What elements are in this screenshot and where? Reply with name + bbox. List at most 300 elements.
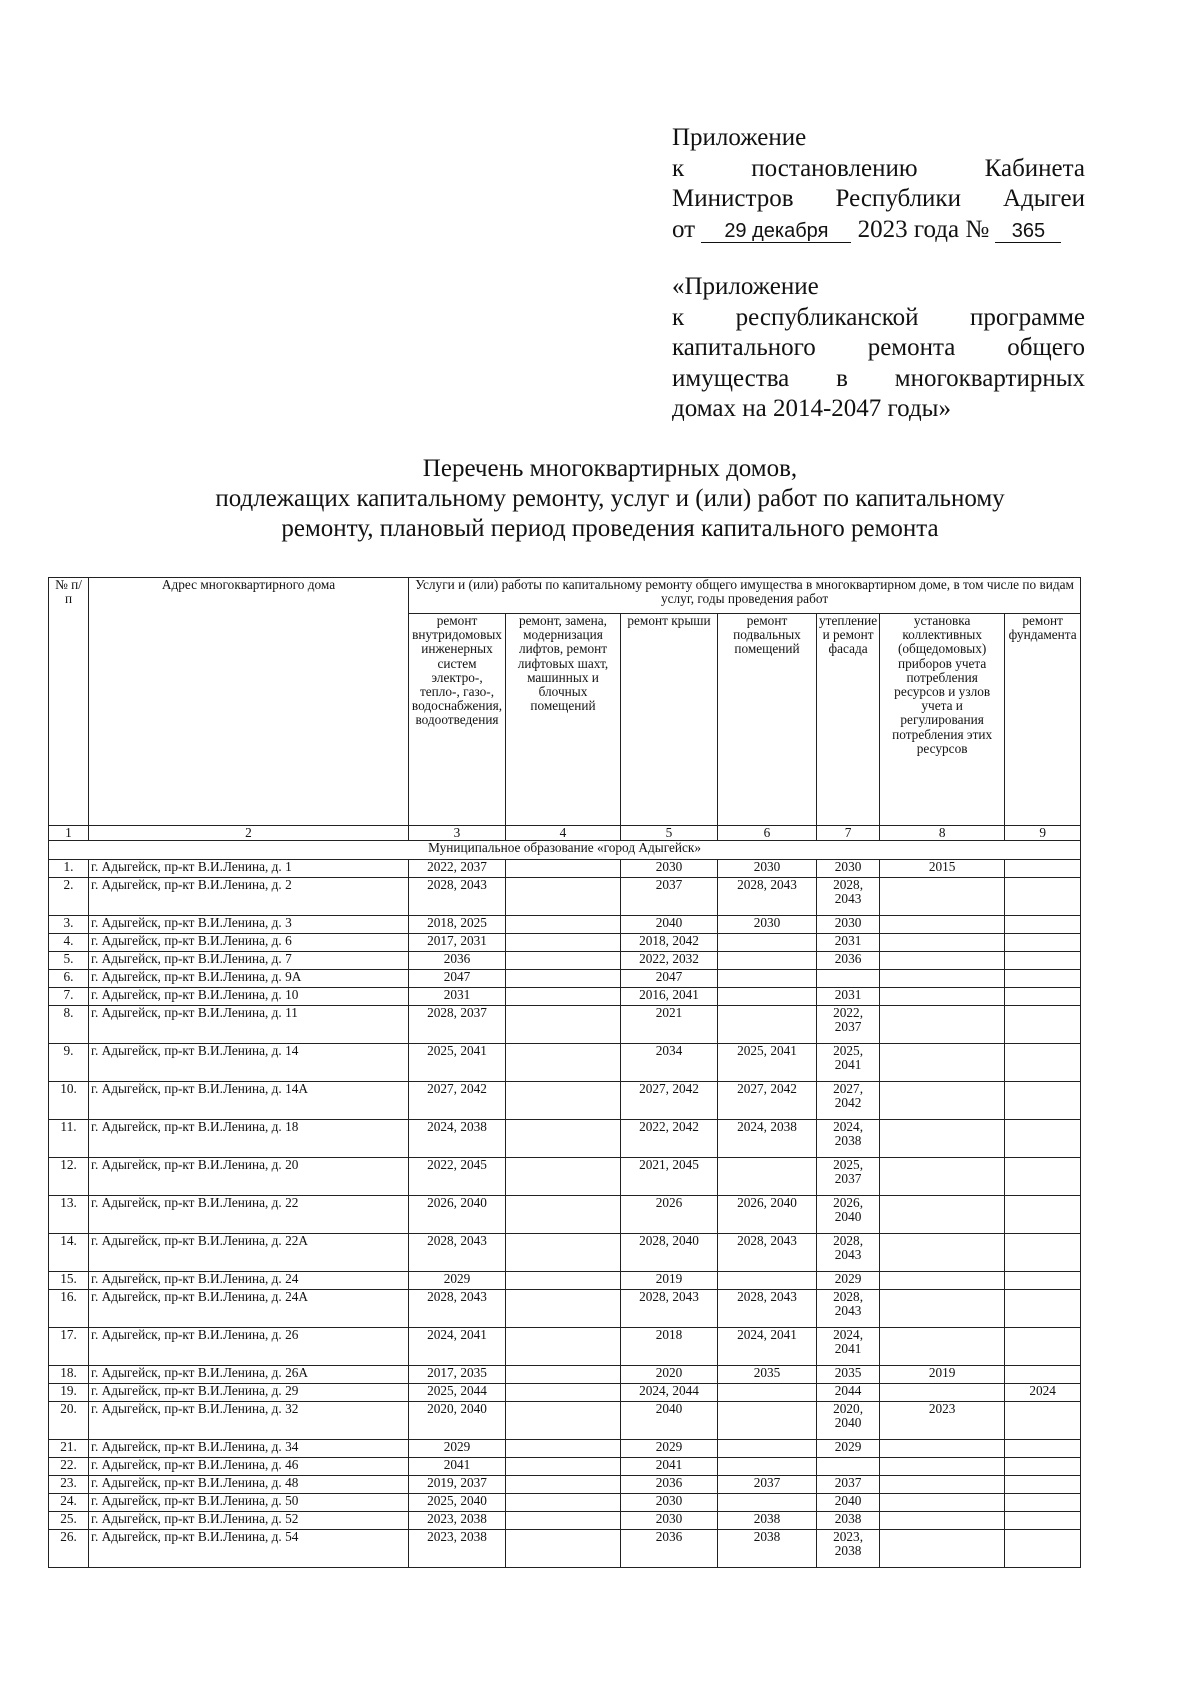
title-line-2: подлежащих капитальному ремонту, услуг и (или) работ по капитальному xyxy=(215,485,1005,512)
year-cell xyxy=(506,916,621,934)
year-cell: 2027, 2042 xyxy=(718,1082,817,1120)
year-cell xyxy=(506,1328,621,1366)
table-row xyxy=(49,1328,1081,1366)
table-row xyxy=(49,1044,1081,1082)
header-engineering-systems: ремонт внутридомовых инженерных систем электро-, тепло-, газо-, водоснабжения, водоотведения xyxy=(409,614,506,826)
year-cell xyxy=(506,970,621,988)
row-number: 24. xyxy=(49,1494,89,1512)
year-cell: 2038 xyxy=(718,1512,817,1530)
year-cell xyxy=(506,1512,621,1530)
table-row xyxy=(49,1272,1081,1290)
year-cell xyxy=(1005,1476,1081,1494)
row-address: г. Адыгейск, пр-кт В.И.Ленина, д. 24А xyxy=(89,1290,409,1328)
year-cell: 2024, 2044 xyxy=(621,1384,718,1402)
table-row xyxy=(49,1512,1081,1530)
year-cell: 2028, 2043 xyxy=(817,1234,880,1272)
year-cell: 2018, 2025 xyxy=(409,916,506,934)
year-cell xyxy=(1005,1290,1081,1328)
year-cell xyxy=(880,878,1005,916)
year-cell xyxy=(880,988,1005,1006)
program-line-5: домах на 2014-2047 годы» xyxy=(672,395,951,422)
table-row xyxy=(49,1234,1081,1272)
column-number: 3 xyxy=(409,826,506,841)
program-line-4 xyxy=(672,364,1085,395)
row-number: 26. xyxy=(49,1530,89,1568)
word: Республики xyxy=(835,185,961,212)
row-address: г. Адыгейск, пр-кт В.И.Ленина, д. 32 xyxy=(89,1402,409,1440)
year-cell xyxy=(1005,878,1081,916)
row-number: 8. xyxy=(49,1006,89,1044)
table-row xyxy=(49,1440,1081,1458)
table-row xyxy=(49,878,1081,916)
year-cell: 2028, 2040 xyxy=(621,1234,718,1272)
table-row xyxy=(49,934,1081,952)
year-cell xyxy=(506,988,621,1006)
year-cell: 2023, 2038 xyxy=(409,1530,506,1568)
row-number: 20. xyxy=(49,1402,89,1440)
year-cell xyxy=(880,1234,1005,1272)
year-cell: 2035 xyxy=(718,1366,817,1384)
row-number: 6. xyxy=(49,970,89,988)
year-cell: 2019 xyxy=(880,1366,1005,1384)
year-cell xyxy=(1005,1530,1081,1568)
table-row xyxy=(49,1458,1081,1476)
row-address: г. Адыгейск, пр-кт В.И.Ленина, д. 22 xyxy=(89,1196,409,1234)
year-cell: 2030 xyxy=(621,1512,718,1530)
year-cell: 2028, 2043 xyxy=(817,878,880,916)
handwritten-date: 29 декабря xyxy=(701,220,851,243)
year-cell xyxy=(1005,1458,1081,1476)
row-number: 15. xyxy=(49,1272,89,1290)
year-cell xyxy=(718,970,817,988)
year-cell: 2027, 2042 xyxy=(409,1082,506,1120)
row-number: 11. xyxy=(49,1120,89,1158)
year-cell: 2028, 2043 xyxy=(817,1290,880,1328)
year-cell: 2025, 2041 xyxy=(817,1044,880,1082)
year-cell xyxy=(880,1082,1005,1120)
year-cell: 2028, 2043 xyxy=(621,1290,718,1328)
year-cell xyxy=(718,1494,817,1512)
row-number: 17. xyxy=(49,1328,89,1366)
year-cell xyxy=(718,952,817,970)
year-cell xyxy=(880,1458,1005,1476)
column-number: 5 xyxy=(621,826,718,841)
year-cell: 2036 xyxy=(409,952,506,970)
year-cell xyxy=(506,860,621,878)
year-cell: 2020, 2040 xyxy=(409,1402,506,1440)
column-number: 8 xyxy=(880,826,1005,841)
year-cell: 2036 xyxy=(621,1530,718,1568)
year-cell xyxy=(506,1044,621,1082)
date-suffix: 2023 года № xyxy=(857,215,990,243)
year-cell xyxy=(506,1196,621,1234)
year-cell xyxy=(1005,988,1081,1006)
year-cell: 2027, 2042 xyxy=(817,1082,880,1120)
year-cell: 2024, 2038 xyxy=(409,1120,506,1158)
word: многоквартирных xyxy=(894,364,1085,392)
handwritten-number: 365 xyxy=(995,220,1061,243)
year-cell: 2022, 2042 xyxy=(621,1120,718,1158)
year-cell: 2029 xyxy=(817,1272,880,1290)
year-cell xyxy=(1005,1512,1081,1530)
year-cell xyxy=(506,952,621,970)
row-number: 23. xyxy=(49,1476,89,1494)
table-row xyxy=(49,916,1081,934)
header-services: Услуги и (или) работы по капитальному ремонту общего имущества в многоквартирном доме, в том числе по видам услуг, годы проведения работ xyxy=(409,578,1081,614)
year-cell xyxy=(718,1384,817,1402)
column-number: 7 xyxy=(817,826,880,841)
word: Министров xyxy=(672,185,794,212)
year-cell xyxy=(880,1384,1005,1402)
year-cell: 2040 xyxy=(817,1494,880,1512)
table-row xyxy=(49,860,1081,878)
year-cell xyxy=(718,1006,817,1044)
year-cell xyxy=(1005,1120,1081,1158)
row-number: 21. xyxy=(49,1440,89,1458)
header-meters: установка коллективных (общедомовых) приборов учета потребления ресурсов и узлов учета и регулирования потребления этих ресурсов xyxy=(880,614,1005,826)
year-cell: 2023, 2038 xyxy=(817,1530,880,1568)
year-cell: 2041 xyxy=(409,1458,506,1476)
row-number: 25. xyxy=(49,1512,89,1530)
year-cell xyxy=(506,1006,621,1044)
year-cell: 2015 xyxy=(880,860,1005,878)
year-cell: 2029 xyxy=(409,1272,506,1290)
year-cell: 2040 xyxy=(621,916,718,934)
header-roof: ремонт крыши xyxy=(621,614,718,826)
year-cell: 2028, 2043 xyxy=(718,1234,817,1272)
column-number: 4 xyxy=(506,826,621,841)
row-number: 16. xyxy=(49,1290,89,1328)
table-row xyxy=(49,1476,1081,1494)
year-cell xyxy=(1005,1328,1081,1366)
year-cell: 2017, 2035 xyxy=(409,1366,506,1384)
year-cell xyxy=(506,1272,621,1290)
year-cell xyxy=(1005,860,1081,878)
year-cell xyxy=(718,1440,817,1458)
year-cell: 2047 xyxy=(621,970,718,988)
word: в xyxy=(836,364,848,392)
year-cell xyxy=(880,916,1005,934)
year-cell xyxy=(880,1290,1005,1328)
year-cell xyxy=(880,1494,1005,1512)
year-cell xyxy=(718,1158,817,1196)
word: к xyxy=(672,154,685,182)
year-cell xyxy=(506,1494,621,1512)
header-elevators: ремонт, замена, модернизация лифтов, ремонт лифтовых шахт, машинных и блочных помещений xyxy=(506,614,621,826)
column-number: 1 xyxy=(49,826,89,841)
year-cell: 2028, 2043 xyxy=(718,1290,817,1328)
column-number: 6 xyxy=(718,826,817,841)
year-cell: 2030 xyxy=(621,860,718,878)
year-cell: 2020 xyxy=(621,1366,718,1384)
row-address: г. Адыгейск, пр-кт В.И.Ленина, д. 20 xyxy=(89,1158,409,1196)
year-cell: 2028, 2043 xyxy=(409,1234,506,1272)
year-cell: 2031 xyxy=(817,988,880,1006)
year-cell: 2030 xyxy=(621,1494,718,1512)
row-number: 9. xyxy=(49,1044,89,1082)
year-cell: 2022, 2045 xyxy=(409,1158,506,1196)
year-cell xyxy=(1005,1158,1081,1196)
program-line-3 xyxy=(672,333,1085,364)
word: республиканской xyxy=(735,303,919,331)
year-cell xyxy=(817,970,880,988)
row-number: 13. xyxy=(49,1196,89,1234)
year-cell: 2028, 2043 xyxy=(718,878,817,916)
appendix-line-1: Приложение xyxy=(672,124,807,151)
year-cell: 2047 xyxy=(409,970,506,988)
year-cell: 2040 xyxy=(621,1402,718,1440)
year-cell xyxy=(1005,1234,1081,1272)
year-cell xyxy=(506,1120,621,1158)
year-cell xyxy=(506,1082,621,1120)
year-cell: 2018, 2042 xyxy=(621,934,718,952)
housing-repair-table xyxy=(48,577,1081,1568)
year-cell: 2024 xyxy=(1005,1384,1081,1402)
year-cell xyxy=(1005,1082,1081,1120)
year-cell: 2024, 2041 xyxy=(718,1328,817,1366)
word: ремонта xyxy=(867,334,956,361)
table-row xyxy=(49,1530,1081,1568)
year-cell xyxy=(718,1458,817,1476)
year-cell xyxy=(880,1044,1005,1082)
row-number: 12. xyxy=(49,1158,89,1196)
year-cell: 2034 xyxy=(621,1044,718,1082)
year-cell: 2044 xyxy=(817,1384,880,1402)
title-line-3: ремонту, плановый период проведения капитального ремонта xyxy=(281,515,939,542)
year-cell xyxy=(880,1158,1005,1196)
year-cell xyxy=(506,878,621,916)
year-cell: 2027, 2042 xyxy=(621,1082,718,1120)
year-cell xyxy=(1005,1044,1081,1082)
row-address: г. Адыгейск, пр-кт В.И.Ленина, д. 2 xyxy=(89,878,409,916)
year-cell: 2021, 2045 xyxy=(621,1158,718,1196)
year-cell: 2026, 2040 xyxy=(409,1196,506,1234)
year-cell xyxy=(880,1476,1005,1494)
year-cell xyxy=(1005,952,1081,970)
word: Кабинета xyxy=(984,154,1085,182)
row-address: г. Адыгейск, пр-кт В.И.Ленина, д. 7 xyxy=(89,952,409,970)
row-number: 4. xyxy=(49,934,89,952)
appendix-header xyxy=(672,123,1085,245)
year-cell: 2018 xyxy=(621,1328,718,1366)
table-row xyxy=(49,952,1081,970)
year-cell: 2028, 2043 xyxy=(409,1290,506,1328)
year-cell: 2030 xyxy=(718,916,817,934)
row-address: г. Адыгейск, пр-кт В.И.Ленина, д. 6 xyxy=(89,934,409,952)
year-cell xyxy=(880,1272,1005,1290)
word: программе xyxy=(970,303,1085,331)
row-address: г. Адыгейск, пр-кт В.И.Ленина, д. 26А xyxy=(89,1366,409,1384)
year-cell xyxy=(506,1384,621,1402)
year-cell xyxy=(506,1290,621,1328)
program-line-1: «Приложение xyxy=(672,273,819,300)
year-cell: 2017, 2031 xyxy=(409,934,506,952)
year-cell: 2036 xyxy=(621,1476,718,1494)
row-number: 5. xyxy=(49,952,89,970)
year-cell xyxy=(880,1328,1005,1366)
year-cell xyxy=(506,1234,621,1272)
year-cell xyxy=(880,1512,1005,1530)
row-address: г. Адыгейск, пр-кт В.И.Ленина, д. 14А xyxy=(89,1082,409,1120)
year-cell: 2037 xyxy=(817,1476,880,1494)
year-cell: 2022, 2037 xyxy=(817,1006,880,1044)
municipality-row: Муниципальное образование «город Адыгейск» xyxy=(49,841,1081,860)
row-address: г. Адыгейск, пр-кт В.И.Ленина, д. 10 xyxy=(89,988,409,1006)
year-cell: 2021 xyxy=(621,1006,718,1044)
year-cell: 2031 xyxy=(817,934,880,952)
year-cell: 2025, 2041 xyxy=(409,1044,506,1082)
appendix-date-line xyxy=(672,215,1085,246)
year-cell xyxy=(506,934,621,952)
year-cell xyxy=(817,1458,880,1476)
year-cell xyxy=(1005,1402,1081,1440)
year-cell xyxy=(1005,1196,1081,1234)
row-address: г. Адыгейск, пр-кт В.И.Ленина, д. 48 xyxy=(89,1476,409,1494)
table-row xyxy=(49,1158,1081,1196)
header-address: Адрес многоквартирного дома xyxy=(89,578,409,826)
row-address: г. Адыгейск, пр-кт В.И.Ленина, д. 29 xyxy=(89,1384,409,1402)
year-cell: 2028, 2037 xyxy=(409,1006,506,1044)
row-address: г. Адыгейск, пр-кт В.И.Ленина, д. 54 xyxy=(89,1530,409,1568)
year-cell xyxy=(1005,934,1081,952)
row-number: 7. xyxy=(49,988,89,1006)
program-line-2 xyxy=(672,303,1085,334)
table-row xyxy=(49,1384,1081,1402)
year-cell xyxy=(506,1476,621,1494)
header-foundation: ремонт фундамента xyxy=(1005,614,1081,826)
year-cell: 2019, 2037 xyxy=(409,1476,506,1494)
row-number: 10. xyxy=(49,1082,89,1120)
year-cell xyxy=(506,1440,621,1458)
table-row xyxy=(49,1196,1081,1234)
row-address: г. Адыгейск, пр-кт В.И.Ленина, д. 18 xyxy=(89,1120,409,1158)
row-number: 14. xyxy=(49,1234,89,1272)
year-cell: 2025, 2037 xyxy=(817,1158,880,1196)
year-cell: 2029 xyxy=(621,1440,718,1458)
table-row xyxy=(49,1290,1081,1328)
year-cell: 2030 xyxy=(817,860,880,878)
year-cell xyxy=(1005,1006,1081,1044)
word: капитального xyxy=(672,334,816,361)
word: имущества xyxy=(672,364,790,392)
year-cell: 2026 xyxy=(621,1196,718,1234)
row-address: г. Адыгейск, пр-кт В.И.Ленина, д. 22А xyxy=(89,1234,409,1272)
title-line-1: Перечень многоквартирных домов, xyxy=(422,455,798,482)
table-row xyxy=(49,1120,1081,1158)
document-title xyxy=(150,454,1070,544)
word: к xyxy=(672,303,685,331)
year-cell xyxy=(880,1440,1005,1458)
header-facade: утепление и ремонт фасада xyxy=(817,614,880,826)
table-row xyxy=(49,1366,1081,1384)
row-address: г. Адыгейск, пр-кт В.И.Ленина, д. 11 xyxy=(89,1006,409,1044)
year-cell: 2022, 2032 xyxy=(621,952,718,970)
row-address: г. Адыгейск, пр-кт В.И.Ленина, д. 26 xyxy=(89,1328,409,1366)
year-cell xyxy=(718,1402,817,1440)
year-cell xyxy=(880,934,1005,952)
year-cell: 2023, 2038 xyxy=(409,1512,506,1530)
year-cell: 2037 xyxy=(718,1476,817,1494)
year-cell xyxy=(506,1402,621,1440)
word: постановлению xyxy=(751,154,918,182)
year-cell: 2024, 2041 xyxy=(817,1328,880,1366)
year-cell xyxy=(506,1366,621,1384)
year-cell xyxy=(506,1458,621,1476)
year-cell: 2025, 2044 xyxy=(409,1384,506,1402)
year-cell: 2041 xyxy=(621,1458,718,1476)
row-address: г. Адыгейск, пр-кт В.И.Ленина, д. 9А xyxy=(89,970,409,988)
row-number: 19. xyxy=(49,1384,89,1402)
year-cell xyxy=(718,934,817,952)
row-number: 22. xyxy=(49,1458,89,1476)
row-address: г. Адыгейск, пр-кт В.И.Ленина, д. 52 xyxy=(89,1512,409,1530)
table-row xyxy=(49,1402,1081,1440)
year-cell xyxy=(1005,1366,1081,1384)
year-cell: 2036 xyxy=(817,952,880,970)
year-cell xyxy=(718,988,817,1006)
row-number: 18. xyxy=(49,1366,89,1384)
year-cell xyxy=(506,1530,621,1568)
row-address: г. Адыгейск, пр-кт В.И.Ленина, д. 14 xyxy=(89,1044,409,1082)
year-cell: 2024, 2038 xyxy=(718,1120,817,1158)
date-prefix: от xyxy=(672,215,696,243)
row-number: 3. xyxy=(49,916,89,934)
year-cell: 2030 xyxy=(817,916,880,934)
year-cell xyxy=(1005,1272,1081,1290)
year-cell: 2026, 2040 xyxy=(718,1196,817,1234)
row-number: 2. xyxy=(49,878,89,916)
year-cell xyxy=(1005,970,1081,988)
year-cell: 2025, 2040 xyxy=(409,1494,506,1512)
table-row xyxy=(49,1082,1081,1120)
row-number: 1. xyxy=(49,860,89,878)
row-address: г. Адыгейск, пр-кт В.И.Ленина, д. 46 xyxy=(89,1458,409,1476)
year-cell: 2029 xyxy=(409,1440,506,1458)
year-cell: 2026, 2040 xyxy=(817,1196,880,1234)
year-cell: 2022, 2037 xyxy=(409,860,506,878)
year-cell xyxy=(506,1158,621,1196)
table-row xyxy=(49,1494,1081,1512)
header-number: № п/ п xyxy=(49,578,89,826)
year-cell xyxy=(718,1272,817,1290)
word: Адыгеи xyxy=(1003,185,1085,212)
year-cell xyxy=(1005,916,1081,934)
table-row xyxy=(49,988,1081,1006)
year-cell: 2037 xyxy=(621,878,718,916)
header-basement: ремонт подвальных помещений xyxy=(718,614,817,826)
year-cell: 2038 xyxy=(817,1512,880,1530)
year-cell xyxy=(1005,1494,1081,1512)
year-cell: 2025, 2041 xyxy=(718,1044,817,1082)
row-address: г. Адыгейск, пр-кт В.И.Ленина, д. 34 xyxy=(89,1440,409,1458)
year-cell: 2028, 2043 xyxy=(409,878,506,916)
row-address: г. Адыгейск, пр-кт В.И.Ленина, д. 3 xyxy=(89,916,409,934)
row-address: г. Адыгейск, пр-кт В.И.Ленина, д. 24 xyxy=(89,1272,409,1290)
year-cell xyxy=(880,1006,1005,1044)
year-cell: 2019 xyxy=(621,1272,718,1290)
table-row xyxy=(49,1006,1081,1044)
row-address: г. Адыгейск, пр-кт В.И.Ленина, д. 1 xyxy=(89,860,409,878)
year-cell xyxy=(880,1196,1005,1234)
year-cell: 2035 xyxy=(817,1366,880,1384)
year-cell: 2024, 2038 xyxy=(817,1120,880,1158)
program-appendix-header xyxy=(672,272,1085,425)
year-cell xyxy=(880,1530,1005,1568)
year-cell xyxy=(880,952,1005,970)
appendix-line-2 xyxy=(672,154,1085,185)
year-cell xyxy=(880,1120,1005,1158)
column-number: 2 xyxy=(89,826,409,841)
